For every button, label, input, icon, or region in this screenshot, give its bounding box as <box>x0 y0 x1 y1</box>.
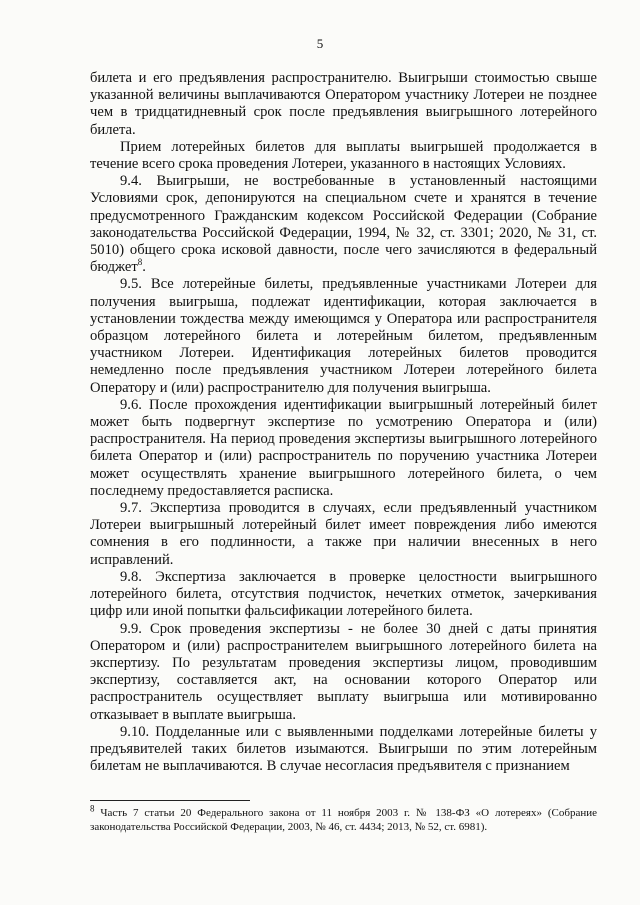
page-number: 5 <box>316 36 324 51</box>
body-text <box>90 70 597 775</box>
paragraph-9-9: 9.9. Срок проведения экспертизы - не более 30 дней с даты принятия Оператором и (или) распространителем выигрышного лотерейного билета на экспертизу. По результатам проведения экспертизы лицом, проводившим экспертизу, составляется акт, на основании которого Оператор или распространитель осуществляет выплату выигрыша или мотивированно отказывает в выплате выигрыша. <box>90 620 597 723</box>
footnote-divider <box>90 800 250 801</box>
paragraph-9-7: 9.7. Экспертиза проводится в случаях, если предъявленный участником Лотереи выигрышный лотерейный билет имеет повреждения либо имеются сомнения в его подлинности, а также при наличии внесенных в него исправлений. <box>90 500 597 568</box>
paragraph-9-6: 9.6. После прохождения идентификации выигрышный лотерейный билет может быть подвергнут экспертизе по усмотрению Оператора и (или) распространителя. На период проведения экспертизы выигрышного лотерейного билета Оператор и (или) распространитель по поручению участника Лотереи может осуществлять хранение выигрышного лотерейного билета, о чем последнему предоставляется расписка. <box>90 396 597 499</box>
footnote <box>90 803 597 834</box>
paragraph-9-4-end: . <box>142 259 146 276</box>
footnote-marker: 8 <box>90 803 95 814</box>
paragraph-ticket-acceptance: Прием лотерейных билетов для выплаты выигрышей продолжается в течение всего срока проведения Лотереи, указанного в настоящих Условиях. <box>90 138 597 173</box>
paragraph-9-8: 9.8. Экспертиза заключается в проверке целостности выигрышного лотерейного билета, отсутствия подчисток, нечетких отметок, зачеркивания цифр или иной попытки фальсификации лотерейного билета. <box>90 568 597 620</box>
footnote-text: Часть 7 статьи 20 Федерального закона от 11 ноября 2003 г. № 138-ФЗ «О лотереях» (Собрание законодательства Российской Федерации, 2003, № 46, ст. 4434; 2013, № 52, ст. 6981). <box>90 807 597 833</box>
paragraph-9-5: 9.5. Все лотерейные билеты, предъявленные участниками Лотереи для получения выигрыша, подлежат идентификации, которая заключается в установлении тождества между имеющимся у Оператора или распространителя образцом лотерейного билета и лотерейным билетом, предъявленным участником Лотереи. Идентификация лотерейных билетов проводится немедленно после предъявления участником Лотереи лотерейного билета Оператору и (или) распространителю для получения выигрыша. <box>90 276 597 396</box>
paragraph-9-10: 9.10. Подделанные или с выявленными подделками лотерейные билеты у предъявителей таких билетов изымаются. Выигрыши по этим лотерейным билетам не выплачиваются. В случае несогласия предъявителя с признанием <box>90 723 597 775</box>
paragraph-continuation: билета и его предъявления распространителю. Выигрыши стоимостью свыше указанной величины выплачиваются Оператором участнику Лотереи не позднее чем в тридцатидневный срок после предъявления выигрышного лотерейного билета. <box>90 70 597 138</box>
footnote-ref-8: 8 <box>137 257 143 268</box>
paragraph-9-4 <box>90 173 597 276</box>
paragraph-9-4-text: 9.4. Выигрыши, не востребованные в установленный настоящими Условиями срок, депонируются на специальном счете и хранятся в течение предусмотренного Гражданским кодексом Российской Федерации (Собрание законодательства Российской Федерации, 1994, № 32, ст. 3301; 2020, № 31, ст. 5010) общего срока исковой давности, после чего зачисляются в федеральный бюджет <box>90 173 597 276</box>
